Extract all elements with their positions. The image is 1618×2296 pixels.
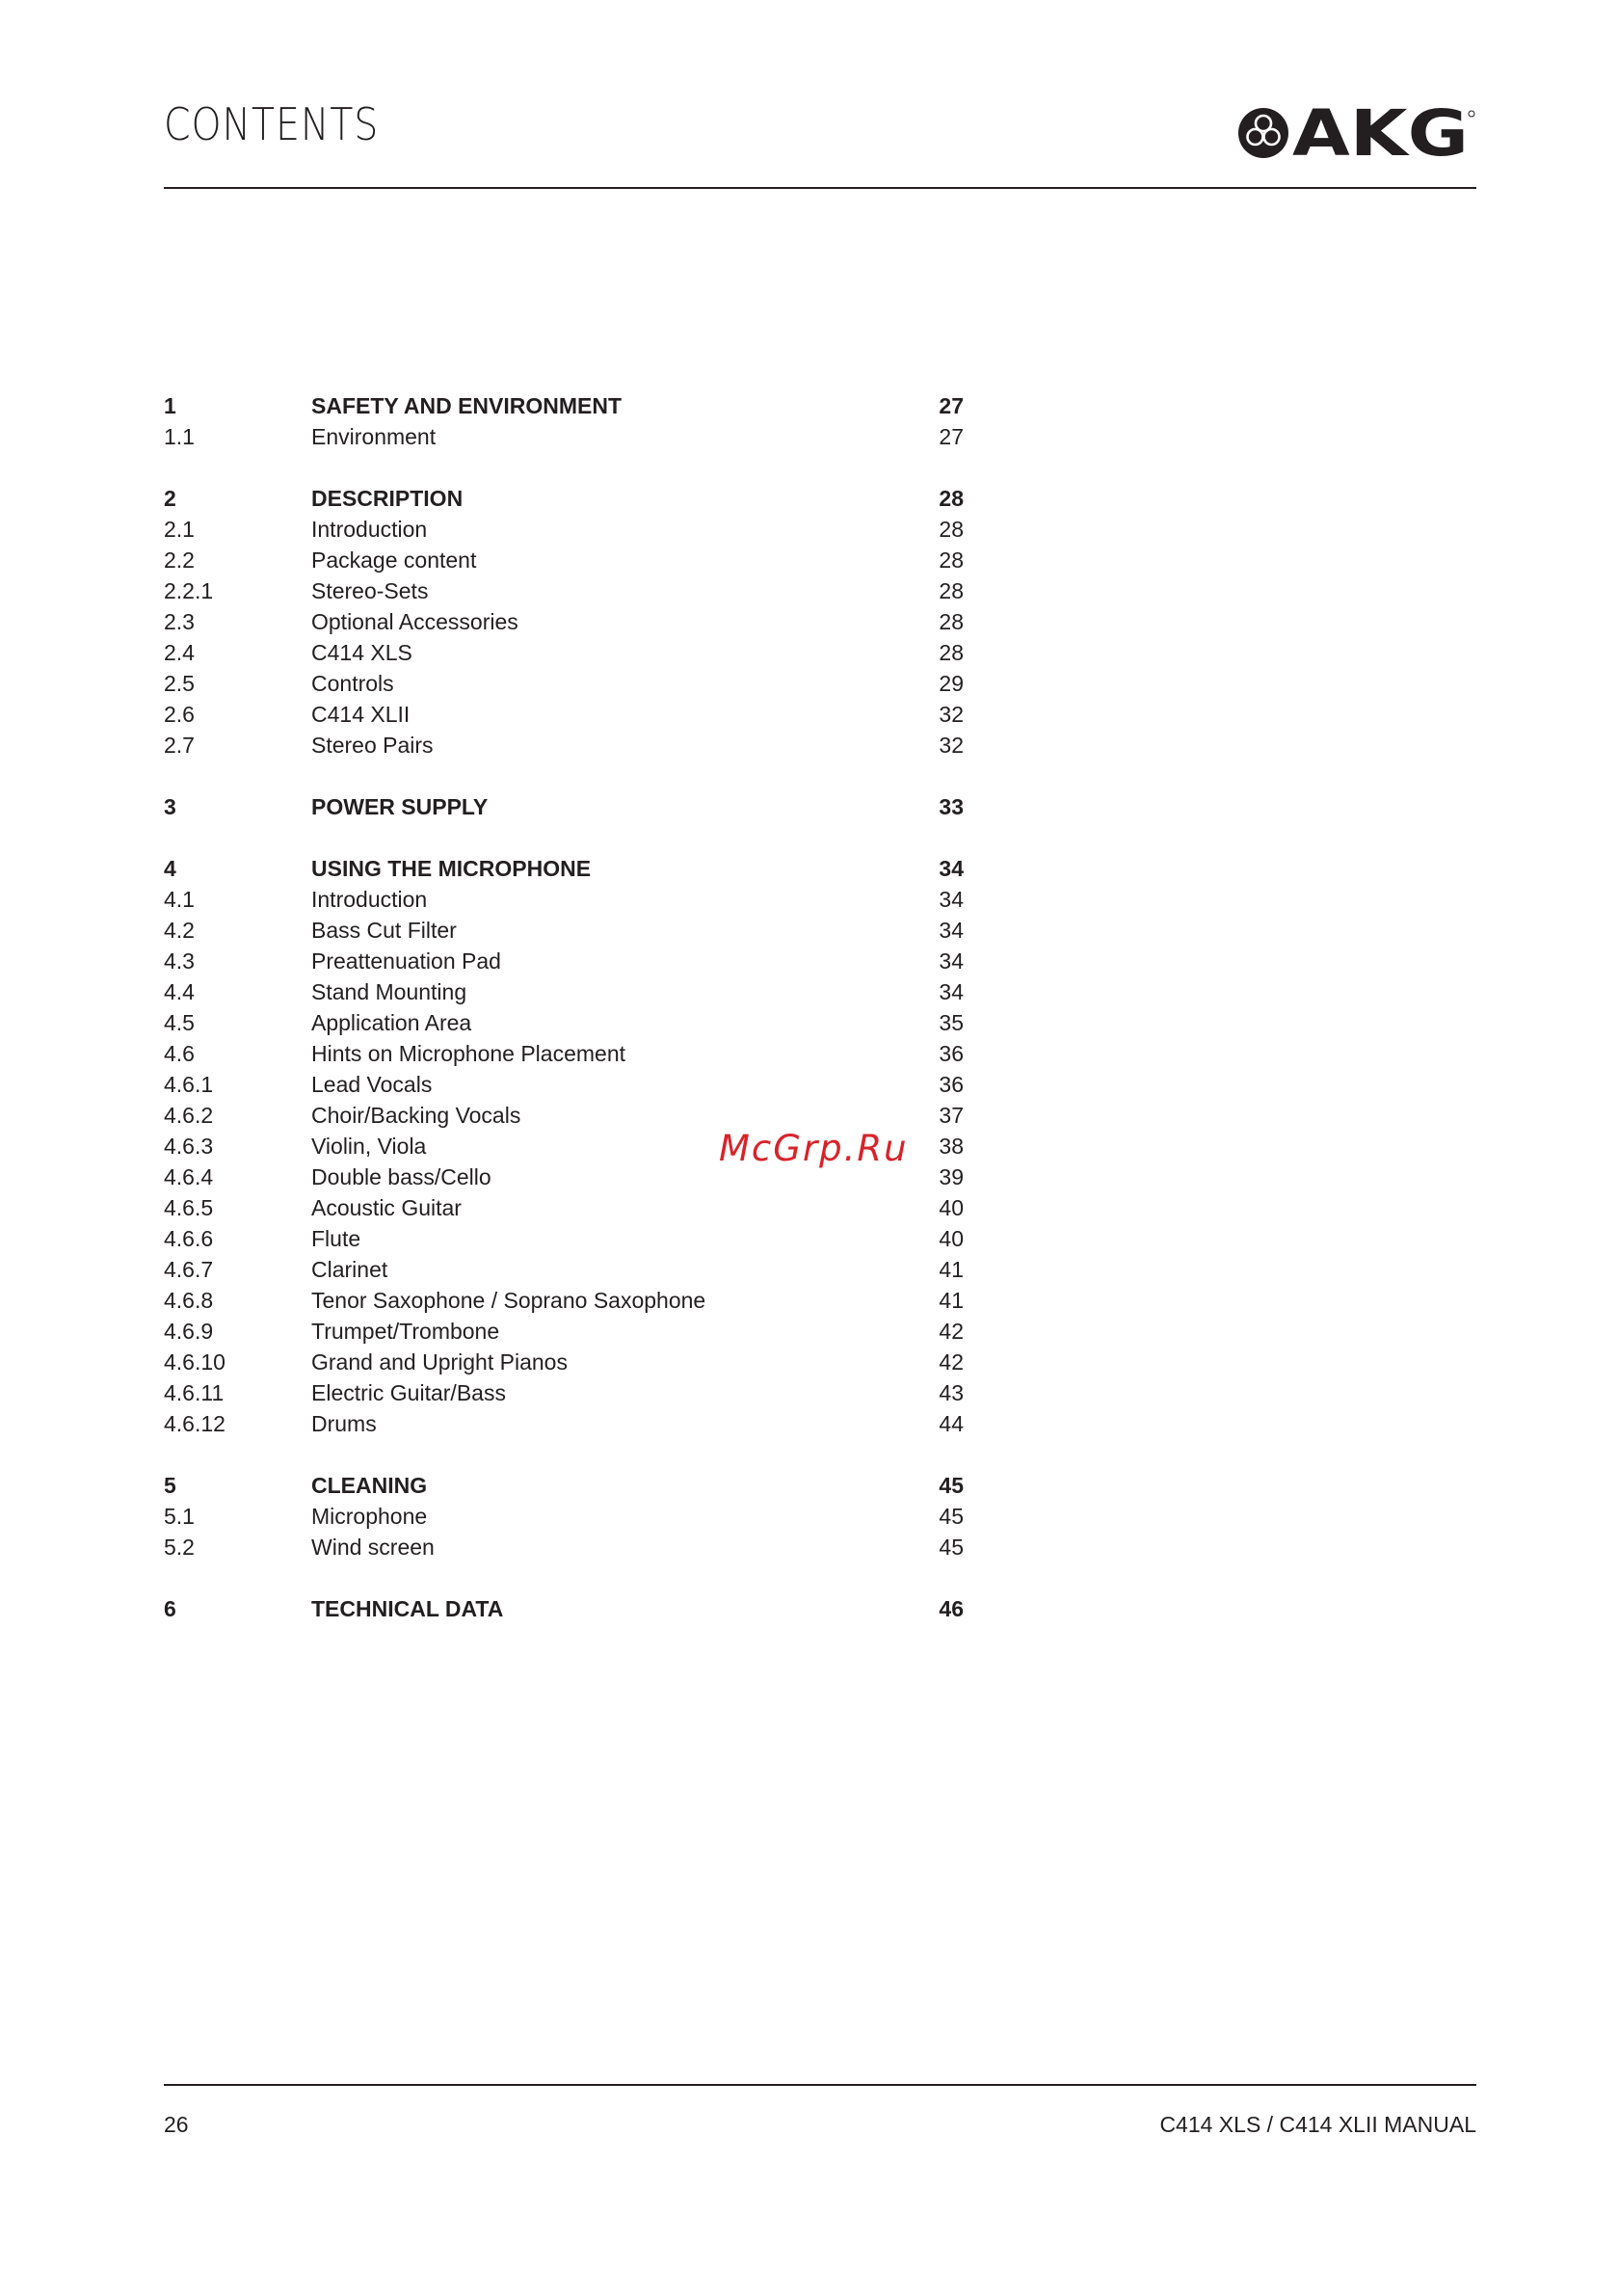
toc-page: 33 [939, 794, 964, 819]
watermark: McGrp.Ru [719, 1128, 909, 1169]
toc-title: Grand and Upright Pianos [311, 1349, 568, 1375]
toc-title: Preattenuation Pad [311, 948, 501, 974]
toc-number: 4.6.7 [164, 1257, 214, 1282]
toc-number: 4 [164, 856, 176, 881]
toc-page: 32 [939, 702, 964, 727]
toc-title: Stereo-Sets [311, 578, 429, 603]
toc-item-row [164, 1254, 964, 1285]
toc-number: 4.6.9 [164, 1319, 214, 1344]
toc-page: 42 [939, 1319, 964, 1344]
toc-number: 4.1 [164, 887, 195, 912]
toc-title: Violin, Viola [311, 1134, 427, 1159]
toc-number: 4.6.8 [164, 1288, 214, 1313]
toc-page: 43 [939, 1380, 964, 1405]
page-title: CONTENTS [164, 98, 380, 150]
toc-item-row [164, 1501, 964, 1532]
toc-number: 1.1 [164, 424, 195, 449]
toc-title: Acoustic Guitar [311, 1195, 462, 1220]
toc-page: 41 [939, 1288, 964, 1313]
toc-item-row [164, 1223, 964, 1254]
toc-page: 42 [939, 1349, 964, 1375]
toc-title: C414 XLS [311, 640, 412, 665]
toc-number: 4.6.10 [164, 1349, 225, 1375]
toc-item-row [164, 1192, 964, 1223]
toc-page: 39 [939, 1164, 964, 1189]
toc-section-row [164, 390, 964, 421]
toc-number: 4.4 [164, 979, 195, 1004]
toc-number: 2.2 [164, 547, 195, 573]
toc-number: 4.5 [164, 1010, 195, 1035]
toc-page: 44 [939, 1411, 964, 1436]
toc-number: 4.6 [164, 1041, 195, 1066]
toc-title: Introduction [311, 887, 428, 912]
toc-number: 2 [164, 486, 176, 511]
toc-title: TECHNICAL DATA [311, 1596, 504, 1621]
toc-page: 28 [939, 609, 964, 634]
toc-title: Drums [311, 1411, 377, 1436]
toc-page: 28 [939, 640, 964, 665]
toc-title: Stand Mounting [311, 979, 467, 1004]
toc-number: 6 [164, 1596, 176, 1621]
toc-page: 36 [939, 1041, 964, 1066]
toc-item-row [164, 1377, 964, 1408]
akg-logo [1237, 104, 1476, 162]
toc-page: 27 [939, 393, 964, 418]
toc-number: 2.6 [164, 702, 195, 727]
akg-logo-text: AKG [1292, 104, 1469, 162]
toc-number: 4.6.2 [164, 1103, 214, 1128]
toc-title: Bass Cut Filter [311, 918, 457, 943]
toc-number: 5.2 [164, 1535, 195, 1560]
toc-item-row [164, 606, 964, 637]
toc-section-row [164, 1470, 964, 1501]
toc-title: Choir/Backing Vocals [311, 1103, 521, 1128]
toc-item-row [164, 637, 964, 668]
toc-item-row [164, 915, 964, 946]
toc-title: Wind screen [311, 1535, 435, 1560]
toc-page: 36 [939, 1072, 964, 1097]
toc-number: 4.6.5 [164, 1195, 214, 1220]
footer-manual-title: C414 XLS / C414 XLII MANUAL [1159, 2112, 1476, 2137]
toc-section-row [164, 791, 964, 822]
toc-title: Trumpet/Trombone [311, 1319, 500, 1344]
toc-page: 34 [939, 979, 964, 1004]
toc-title: Flute [311, 1226, 361, 1251]
toc-title: Introduction [311, 517, 428, 542]
toc-item-row [164, 1347, 964, 1377]
toc-item-row [164, 575, 964, 606]
toc-number: 1 [164, 393, 176, 418]
footer-page-number: 26 [164, 2112, 189, 2137]
toc-section-row [164, 1593, 964, 1624]
toc-page: 34 [939, 887, 964, 912]
toc-title: Application Area [311, 1010, 472, 1035]
toc-item-row [164, 545, 964, 575]
footer-divider [164, 2084, 1476, 2086]
toc-number: 4.6.11 [164, 1380, 225, 1405]
toc-title: Hints on Microphone Placement [311, 1041, 625, 1066]
toc-page: 34 [939, 918, 964, 943]
toc-item-row [164, 699, 964, 730]
toc-item-row [164, 1532, 964, 1562]
toc-number: 4.6.12 [164, 1411, 225, 1436]
toc-page: 28 [939, 517, 964, 542]
toc-number: 4.3 [164, 948, 195, 974]
toc-number: 4.6.6 [164, 1226, 214, 1251]
toc-title: Microphone [311, 1504, 428, 1529]
toc-page: 34 [939, 948, 964, 974]
toc-page: 35 [939, 1010, 964, 1035]
toc-page: 27 [939, 424, 964, 449]
toc-page: 28 [939, 486, 964, 511]
toc-title: Environment [311, 424, 437, 449]
toc-number: 2.3 [164, 609, 195, 634]
toc-number: 2.7 [164, 733, 195, 758]
toc-title: Package content [311, 547, 477, 573]
toc-page: 32 [939, 733, 964, 758]
toc-item-row [164, 1408, 964, 1439]
toc-number: 4.2 [164, 918, 195, 943]
toc-item-row [164, 668, 964, 699]
toc-title: Clarinet [311, 1257, 388, 1282]
toc-page: 28 [939, 578, 964, 603]
toc-item-row [164, 421, 964, 452]
toc-item-row [164, 976, 964, 1007]
toc-title: C414 XLII [311, 702, 411, 727]
toc-page: 45 [939, 1535, 964, 1560]
toc-page: 45 [939, 1473, 964, 1498]
toc-title: Optional Accessories [311, 609, 518, 634]
toc-title: Tenor Saxophone / Soprano Saxophone [311, 1288, 706, 1313]
toc-title: Double bass/Cello [311, 1164, 491, 1189]
toc-number: 4.6.1 [164, 1072, 214, 1097]
toc-page: 34 [939, 856, 964, 881]
table-of-contents [164, 390, 964, 1624]
toc-number: 2.4 [164, 640, 195, 665]
toc-item-row [164, 884, 964, 915]
toc-page: 45 [939, 1504, 964, 1529]
toc-number: 4.6.3 [164, 1134, 214, 1159]
toc-page: 29 [939, 671, 964, 696]
toc-page: 37 [939, 1103, 964, 1128]
toc-item-row [164, 1069, 964, 1100]
toc-title: Electric Guitar/Bass [311, 1380, 506, 1405]
toc-title: POWER SUPPLY [311, 794, 489, 819]
toc-page: 40 [939, 1195, 964, 1220]
toc-number: 5 [164, 1473, 176, 1498]
toc-number: 4.6.4 [164, 1164, 214, 1189]
toc-item-row [164, 1038, 964, 1069]
toc-number: 2.2.1 [164, 578, 214, 603]
toc-section-row [164, 483, 964, 514]
toc-page: 38 [939, 1134, 964, 1159]
toc-number: 5.1 [164, 1504, 195, 1529]
toc-item-row [164, 730, 964, 761]
toc-page: 46 [939, 1596, 964, 1621]
toc-title: USING THE MICROPHONE [311, 856, 592, 881]
toc-item-row [164, 514, 964, 545]
toc-page: 40 [939, 1226, 964, 1251]
toc-page: 28 [939, 547, 964, 573]
toc-item-row [164, 1007, 964, 1038]
toc-section-row [164, 853, 964, 884]
toc-page: 41 [939, 1257, 964, 1282]
toc-title: DESCRIPTION [311, 486, 464, 511]
toc-number: 3 [164, 794, 176, 819]
toc-title: Stereo Pairs [311, 733, 434, 758]
toc-title: CLEANING [311, 1473, 428, 1498]
toc-title: Lead Vocals [311, 1072, 433, 1097]
toc-number: 2.5 [164, 671, 195, 696]
toc-item-row [164, 1100, 964, 1131]
toc-item-row [164, 946, 964, 976]
toc-title: SAFETY AND ENVIRONMENT [311, 393, 623, 418]
header-divider [164, 187, 1476, 189]
toc-title: Controls [311, 671, 394, 696]
toc-number: 2.1 [164, 517, 195, 542]
toc-item-row [164, 1285, 964, 1316]
toc-item-row [164, 1316, 964, 1347]
